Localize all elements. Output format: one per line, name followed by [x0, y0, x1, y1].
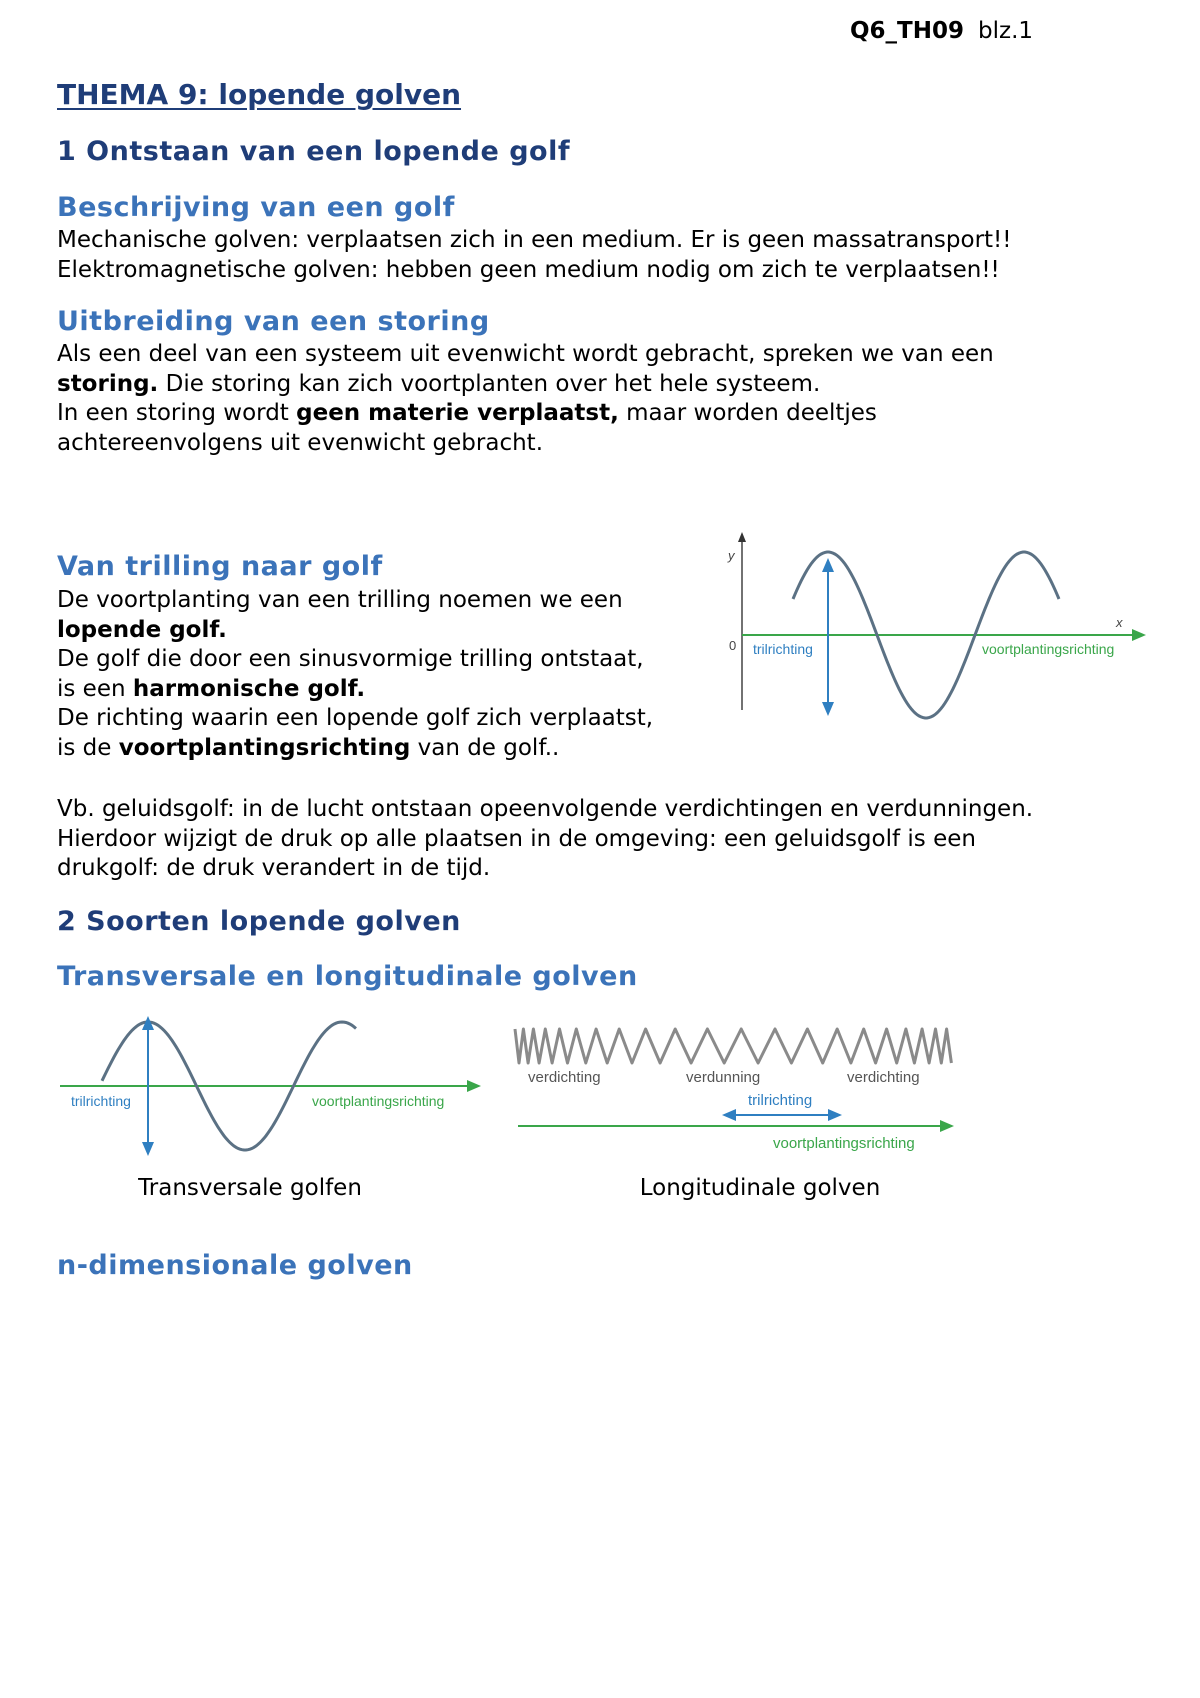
term-voortplantingsrichting: voortplantingsrichting [118, 734, 411, 761]
page-header [850, 18, 1033, 44]
longitudinal-arrowhead-left [722, 1109, 736, 1121]
term-harmonische-golf: harmonische golf. [132, 675, 366, 702]
uitbreiding-line-2-rest: Die storing kan zich voortplanten over het hele systeem. [158, 370, 821, 397]
beschrijving-line-1: Mechanische golven: verplaatsen zich in een medium. Er is geen massatransport!! [57, 227, 1012, 253]
longitudinal-wave-diagram [510, 1015, 960, 1165]
transversal-propagation-arrowhead [467, 1080, 481, 1092]
trilling-text [57, 586, 653, 763]
vibration-arrowhead-up [822, 558, 834, 572]
trilling-line-6 [57, 734, 653, 764]
trilling-line-1: De voortplanting van een trilling noemen we een [57, 587, 623, 613]
verdichting-right-label: verdichting [847, 1069, 920, 1086]
uitbreiding-heading: Uitbreiding van een storing [57, 306, 490, 337]
beschrijving-line-2: Elektromagnetische golven: hebben geen medium nodig om zich te verplaatsen!! [57, 256, 1000, 283]
trilling-line-6-pre: is de [57, 734, 119, 761]
uitbreiding-line-1: Als een deel van een systeem uit evenwicht wordt gebracht, spreken we van een [57, 341, 994, 367]
page-number: blz.1 [978, 18, 1034, 44]
beschrijving-heading: Beschrijving van een golf [57, 192, 455, 223]
verdichting-left-label: verdichting [528, 1069, 601, 1086]
harmonic-wave-diagram [720, 530, 1150, 730]
term-storing: storing. [57, 370, 159, 397]
longitudinal-spring [515, 1029, 951, 1063]
voorbeeld-line-3: drukgolf: de druk verandert in de tijd. [57, 855, 491, 881]
voortplantingsrichting-label: voortplantingsrichting [982, 641, 1115, 657]
voorbeeld-line-2: Hierdoor wijzigt de druk op alle plaatsen in de omgeving: een geluidsgolf is een [57, 825, 976, 852]
trilling-heading: Van trilling naar golf [57, 551, 383, 582]
transversal-longitudinal-heading: Transversale en longitudinale golven [57, 961, 638, 992]
n-dimensional-heading: n-dimensionale golven [57, 1250, 413, 1281]
longitudinal-voortplantingsrichting-label: voortplantingsrichting [773, 1135, 915, 1152]
beschrijving-text [57, 226, 1012, 285]
document-code: Q6_TH09 [850, 18, 965, 44]
vibration-arrowhead-down [822, 702, 834, 716]
y-axis-arrowhead [738, 532, 746, 542]
transversal-wave-diagram [55, 1010, 485, 1165]
transversal-caption: Transversale golfen [138, 1175, 362, 1201]
trilling-line-4 [57, 675, 653, 705]
uitbreiding-line-3-post: maar worden deeltjes [618, 400, 877, 426]
trilling-line-6-post: van de golf.. [410, 734, 560, 761]
trilrichting-label: trilrichting [753, 641, 813, 657]
trilling-line-5: De richting waarin een lopende golf zich verplaatst, [57, 705, 654, 731]
origin-label: 0 [729, 638, 737, 653]
section-1-heading: 1 Ontstaan van een lopende golf [57, 136, 571, 167]
uitbreiding-line-2 [57, 370, 994, 400]
longitudinal-caption: Longitudinale golven [639, 1175, 881, 1201]
verdunning-label: verdunning [686, 1069, 761, 1086]
term-geen-materie: geen materie verplaatst, [296, 400, 619, 426]
voorbeeld-text [57, 795, 1033, 884]
uitbreiding-line-3 [57, 399, 994, 429]
y-axis-label: y [728, 548, 735, 563]
longitudinal-propagation-arrowhead [940, 1120, 954, 1132]
propagation-arrowhead [1132, 629, 1146, 641]
transversal-voortplantingsrichting-label: voortplantingsrichting [312, 1093, 445, 1109]
section-2-heading: 2 Soorten lopende golven [57, 906, 461, 937]
voorbeeld-line-1: Vb. geluidsgolf: in de lucht ontstaan opeenvolgende verdichtingen en verdunningen. [57, 796, 1034, 822]
transversal-arrowhead-down [142, 1142, 154, 1156]
longitudinal-arrowhead-right [828, 1109, 842, 1121]
trilling-line-2 [57, 616, 653, 646]
uitbreiding-line-3-pre: In een storing wordt [57, 400, 297, 426]
longitudinal-trilrichting-label: trilrichting [748, 1092, 813, 1109]
transversal-trilrichting-label: trilrichting [71, 1093, 131, 1109]
page-title: THEMA 9: lopende golven [57, 78, 462, 111]
uitbreiding-text [57, 340, 994, 458]
uitbreiding-line-4: achtereenvolgens uit evenwicht gebracht. [57, 429, 543, 456]
x-axis-label: x [1116, 615, 1123, 630]
trilling-line-4-pre: is een [57, 675, 133, 702]
trilling-line-3: De golf die door een sinusvormige trilling ontstaat, [57, 646, 644, 672]
term-lopende-golf: lopende golf. [57, 616, 227, 643]
